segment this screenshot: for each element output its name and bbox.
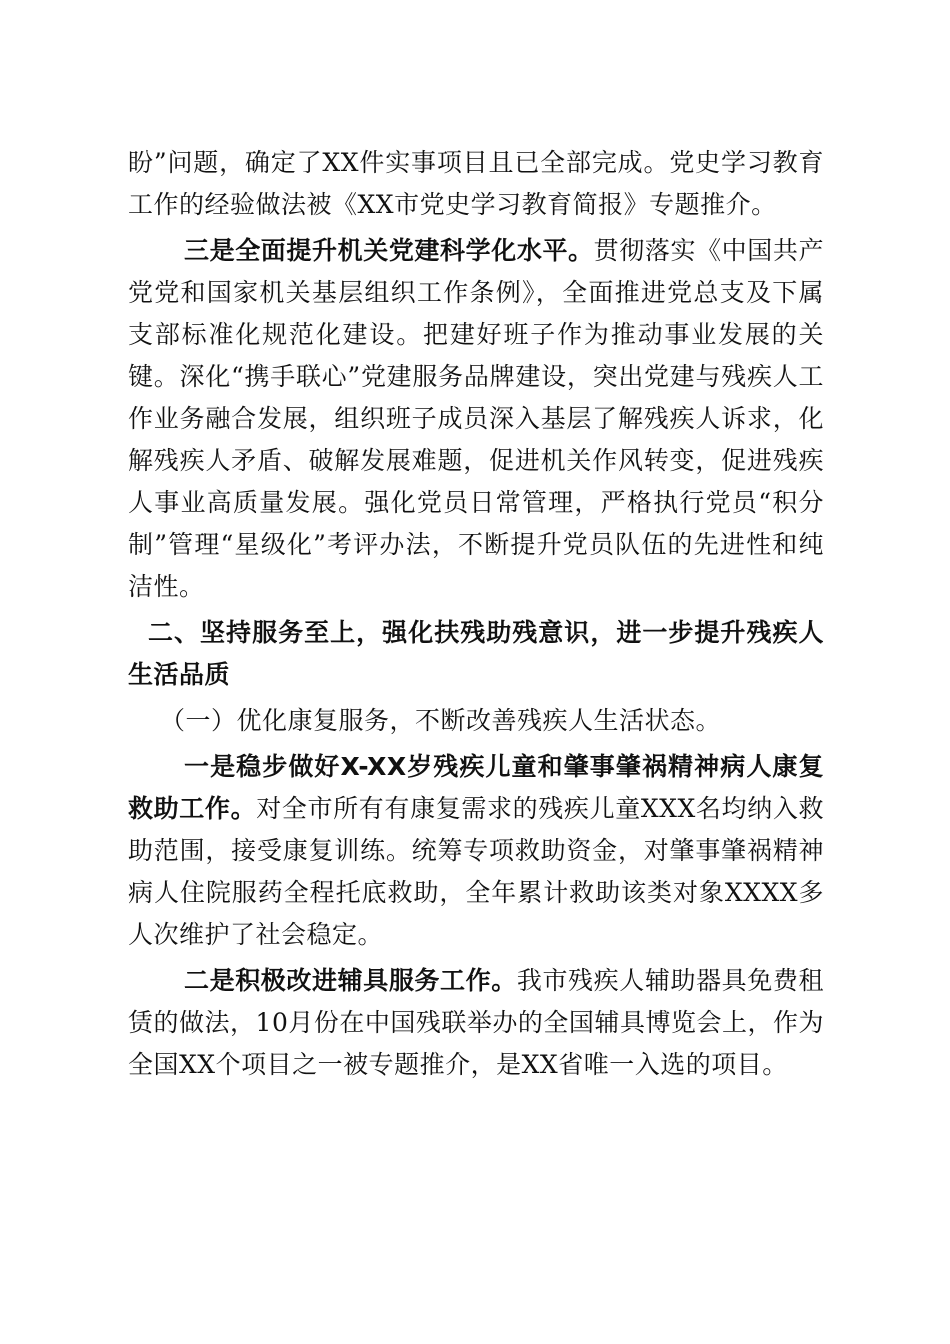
subsection-heading <box>128 700 824 742</box>
paragraph-continuation <box>128 142 824 226</box>
paragraph-text: 我市残疾人辅助器具免费租赁的做法，10月份在中国残联举办的全国辅具博览会上，作为全国XX个项目之一被专题推介，是XX省唯一入选的项目。 <box>128 966 824 1079</box>
paragraph-text: 贯彻落实《中国共产党党和国家机关基层组织工作条例》，全面推进党总支及下属支部标准化规范化建设。把建好班子作为推动事业发展的关键。深化“携手联心”党建服务品牌建设，突出党建与残疾人工作业务融合发展，组织班子成员深入基层了解残疾人诉求，化解残疾人矛盾、破解发展难题，促进机关作风转变，促进残疾人事业高质量发展。强化党员日常管理，严格执行党员“积分制”管理“星级化”考评办法，不断提升党员队伍的先进性和纯洁性。 <box>128 236 824 601</box>
paragraph-assistive-devices <box>128 960 824 1086</box>
paragraph-lead: 二是积极改进辅具服务工作。 <box>184 966 517 995</box>
paragraph-text: 对全市所有有康复需求的残疾儿童XXX名均纳入救助范围，接受康复训练。统筹专项救助资金，对肇事肇祸精神病人住院服药全程托底救助，全年累计救助该类对象XXXX多人次维护了社会稳定。 <box>128 794 824 949</box>
paragraph-rehabilitation <box>128 746 824 956</box>
paragraph-lead: 一是稳步做好X-XX岁残疾儿童和肇事肇祸精神病人康复救助工作。 <box>128 752 824 823</box>
paragraph-lead: 三是全面提升机关党建科学化水平。 <box>184 236 594 265</box>
section-heading-text: 二、坚持服务至上，强化扶残助残意识，进一步提升残疾人生活品质 <box>128 618 824 689</box>
subsection-heading-text: （一）优化康复服务，不断改善残疾人生活状态。 <box>160 706 722 735</box>
paragraph-party-building <box>128 230 824 608</box>
section-heading <box>128 612 824 696</box>
paragraph-text: 盼”问题，确定了XX件实事项目且已全部完成。党史学习教育工作的经验做法被《XX市党史学习教育简报》专题推介。 <box>128 148 824 219</box>
document-body <box>128 142 824 1086</box>
